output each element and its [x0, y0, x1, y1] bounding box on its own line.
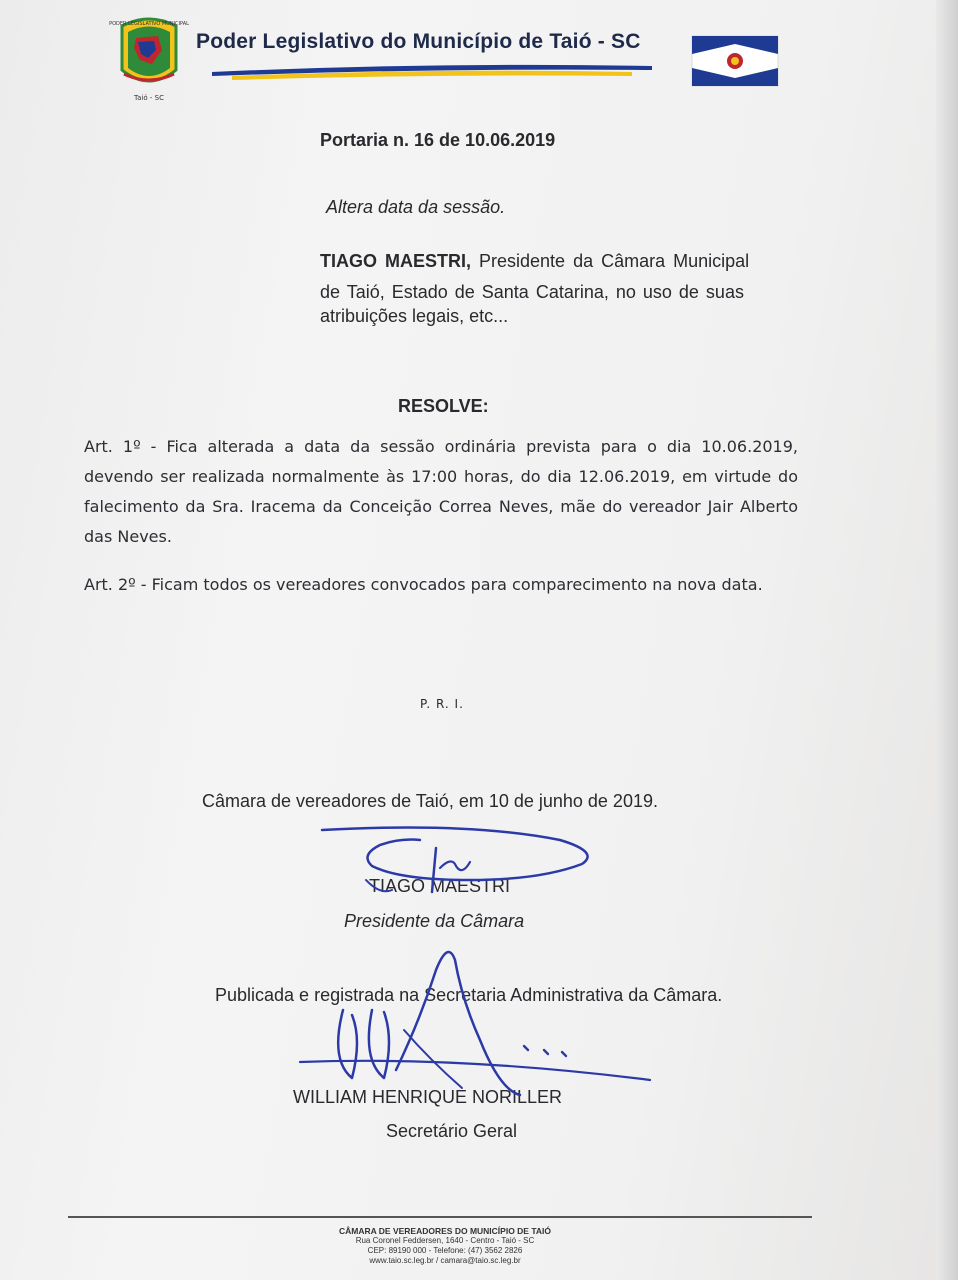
footer-title: CÂMARA DE VEREADORES DO MUNICÍPIO DE TAIÓ — [338, 1226, 552, 1236]
secretary-name: WILLIAM HENRIQUE NORILLER — [293, 1087, 563, 1107]
footer-divider — [68, 1216, 812, 1218]
footer-contact: CEP: 89190 000 - Telefone: (47) 3562 2826 — [367, 1246, 523, 1255]
president-role: Presidente da Câmara — [344, 911, 525, 931]
preamble-line-1 — [320, 251, 749, 272]
preamble-president-name: TIAGO MAESTRI, — [320, 251, 471, 271]
secretary-role: Secretário Geral — [386, 1121, 518, 1141]
header-swoosh-decoration — [212, 60, 652, 82]
article-1: Art. 1º - Fica alterada a data da sessão ordinária prevista para o dia 10.06.2019, devendo ser realizada normalmente às 17:00 horas, do dia 12.06.2019, em virtude do falecimento da Sra. Iracema da Conceição Correa Neves, mãe do vereador Jair Alberto das Neves. — [84, 437, 798, 546]
footer-web: www.taio.sc.leg.br / camara@taio.sc.leg.br — [369, 1256, 521, 1265]
pri-mark: P. R. I. — [420, 697, 464, 711]
place-and-date: Câmara de vereadores de Taió, em 10 de junho de 2019. — [202, 791, 658, 811]
crest-ring-text: PODER LEGISLATIVO MUNICIPAL — [109, 21, 189, 27]
page-edge-shadow — [936, 0, 958, 1280]
publication-note: Publicada e registrada na Secretaria Administrativa da Câmara. — [215, 985, 723, 1005]
preamble-line-3: atribuições legais, etc... — [320, 306, 509, 326]
municipal-flag-icon — [692, 36, 778, 86]
crest-label: Taió - SC — [134, 94, 164, 102]
preamble-line-2: de Taió, Estado de Santa Catarina, no uso de suas — [320, 282, 744, 302]
footer — [300, 1226, 590, 1266]
president-name: TIAGO MAESTRI — [369, 876, 511, 896]
document-ementa: Altera data da sessão. — [326, 197, 506, 217]
header-title: Poder Legislativo do Município de Taió - SC — [196, 30, 641, 53]
municipal-crest-icon — [109, 12, 189, 104]
preamble-line-1-rest: Presidente da Câmara Municipal — [479, 251, 750, 271]
resolve-heading: RESOLVE: — [398, 396, 489, 416]
footer-address: Rua Coronel Feddersen, 1640 - Centro - Taió - SC — [355, 1236, 535, 1245]
document-title: Portaria n. 16 de 10.06.2019 — [320, 130, 556, 150]
article-2: Art. 2º - Ficam todos os vereadores convocados para comparecimento na nova data. — [84, 575, 763, 594]
